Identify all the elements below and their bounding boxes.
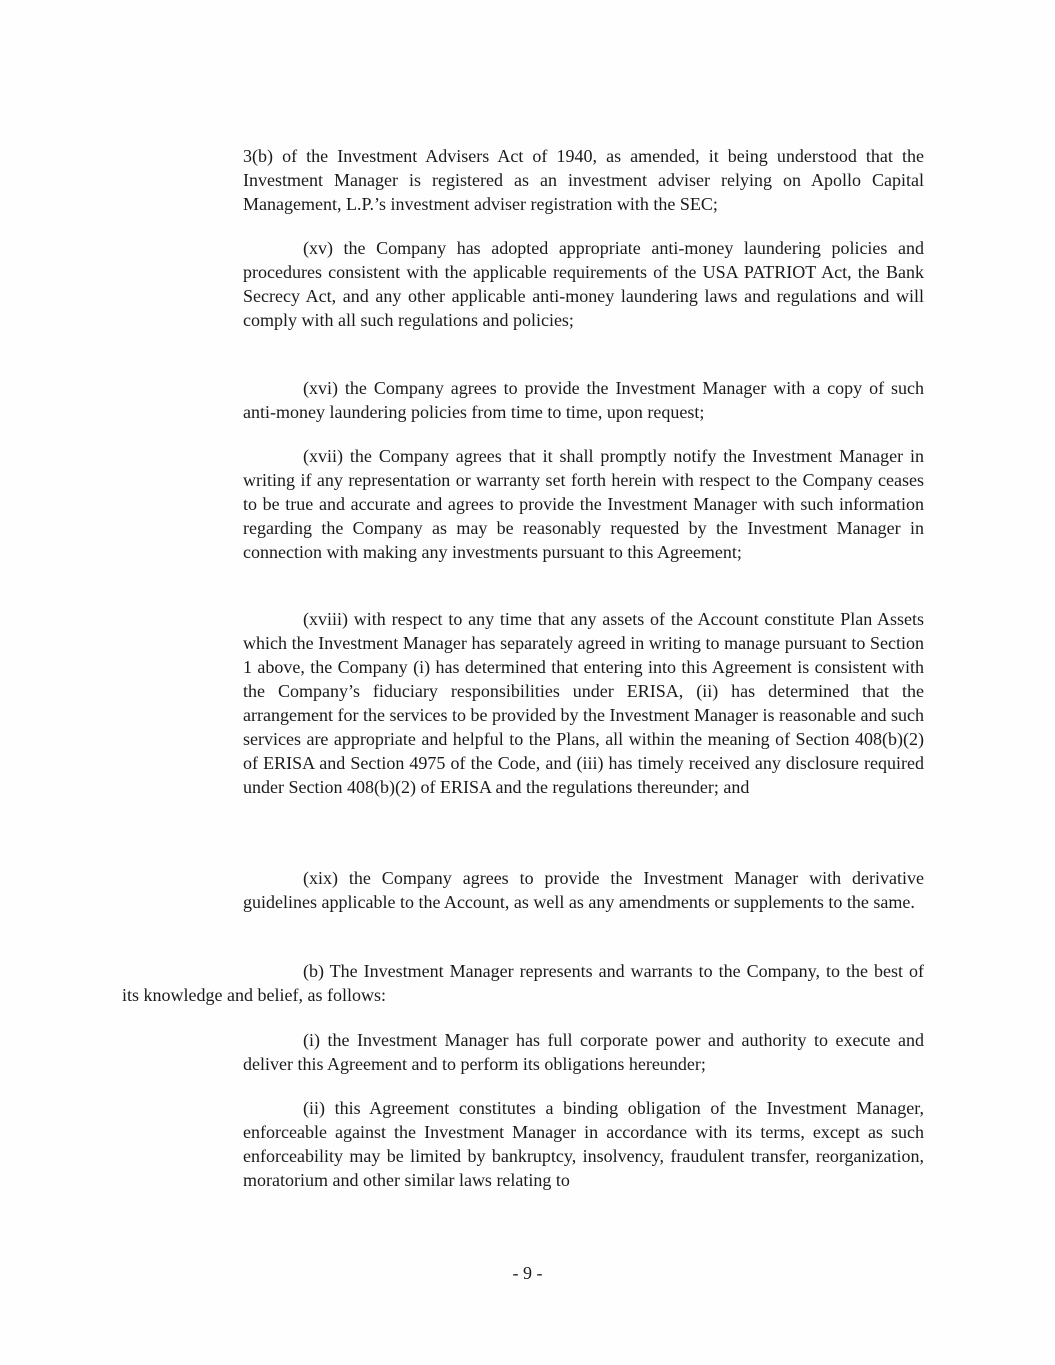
paragraph-b: (b) The Investment Manager represents and warrants to the Company, to the best of its knowledge and belief, as follows: bbox=[122, 961, 924, 1005]
paragraph-xv: (xv) the Company has adopted appropriate anti-money laundering policies and procedures consistent with the applicable requirements of the USA PATRIOT Act, the Bank Secrecy Act, and any other applicable anti-money laundering laws and regulations and will comply with all such regulations and policies; bbox=[243, 238, 924, 330]
paragraph-continuation: 3(b) of the Investment Advisers Act of 1940, as amended, it being understood that the Investment Manager is registered as an investment adviser relying on Apollo Capital Management, L.P.’s investment adviser registration with the SEC; bbox=[243, 146, 924, 214]
paragraph-xviii: (xviii) with respect to any time that any assets of the Account constitute Plan Assets which the Investment Manager has separately agreed in writing to manage pursuant to Section 1 above, the Company (i) has determined that entering into this Agreement is consistent with the Company’s fiduciary responsibilities under ERISA, (ii) has determined that the arrangement for the services to be provided by the Investment Manager is reasonable and such services are appropriate and helpful to the Plans, all within the meaning of Section 408(b)(2) of ERISA and Section 4975 of the Code, and (iii) has timely received any disclosure required under Section 408(b)(2) of ERISA and the regulations thereunder; and bbox=[243, 609, 924, 797]
paragraph-ii: (ii) this Agreement constitutes a binding obligation of the Investment Manager, enforceable against the Investment Manager in accordance with its terms, except as such enforceability may be limited by bankruptcy, insolvency, fraudulent transfer, reorganization, moratorium and other similar laws relating to bbox=[243, 1098, 924, 1190]
paragraph-xvi: (xvi) the Company agrees to provide the Investment Manager with a copy of such anti-money laundering policies from time to time, upon request; bbox=[243, 378, 924, 422]
paragraph-xvii: (xvii) the Company agrees that it shall promptly notify the Investment Manager in writing if any representation or warranty set forth herein with respect to the Company ceases to be true and accurate and agrees to provide the Investment Manager with such information regarding the Company as may be reasonably requested by the Investment Manager in connection with making any investments pursuant to this Agreement; bbox=[243, 446, 924, 562]
page-number: - 9 - bbox=[512, 1263, 543, 1283]
paragraph-xix: (xix) the Company agrees to provide the Investment Manager with derivative guidelines applicable to the Account, as well as any amendments or supplements to the same. bbox=[243, 868, 924, 912]
paragraph-i: (i) the Investment Manager has full corporate power and authority to execute and deliver this Agreement and to perform its obligations hereunder; bbox=[243, 1030, 924, 1074]
